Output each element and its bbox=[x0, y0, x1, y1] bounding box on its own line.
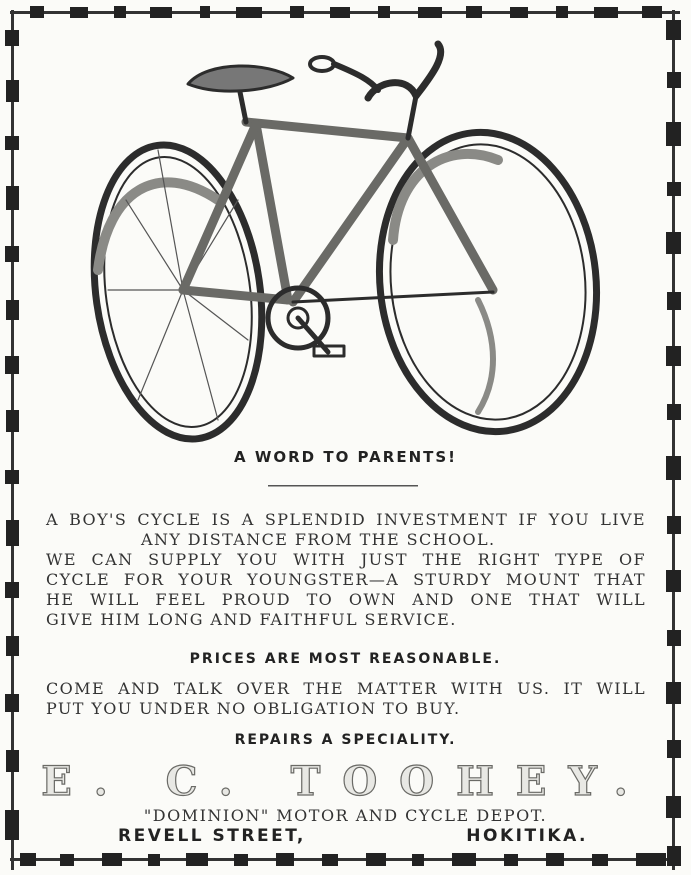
body-line: GIVE HIM LONG AND FAITHFUL SERVICE. bbox=[46, 610, 457, 629]
repairs-subheading: REPAIRS A SPECIALITY. bbox=[234, 732, 457, 748]
body-line: WE CAN SUPPLY YOU WITH JUST THE RIGHT TYPE OF bbox=[46, 550, 646, 569]
town-name: HOKITIKA. bbox=[466, 826, 588, 846]
street-name: REVELL STREET, bbox=[118, 826, 306, 846]
headline: A WORD TO PARENTS! bbox=[233, 448, 457, 466]
bicycle-illustration bbox=[78, 40, 618, 445]
bottom-border bbox=[10, 850, 680, 870]
address-line bbox=[118, 826, 588, 846]
body-paragraph-1 bbox=[46, 510, 646, 630]
body-line: HE WILL FEEL PROUD TO OWN AND ONE THAT WILL bbox=[46, 590, 646, 609]
body-line: ANY DISTANCE FROM THE SCHOOL. bbox=[141, 530, 496, 549]
body-line: A BOY'S CYCLE IS A SPLENDID INVESTMENT IF YOU LIVE bbox=[46, 510, 646, 529]
body-paragraph-2 bbox=[46, 679, 646, 719]
firm-name: E. C. TOOHEY. bbox=[41, 758, 650, 805]
prices-subheading: PRICES ARE MOST REASONABLE. bbox=[189, 651, 502, 667]
depot-name: "DOMINION" MOTOR AND CYCLE DEPOT. bbox=[143, 806, 548, 825]
body-line: COME AND TALK OVER THE MATTER WITH US. IT WILL bbox=[46, 679, 646, 698]
top-border bbox=[10, 4, 680, 22]
body-line: CYCLE FOR YOUR YOUNGSTER—A STURDY MOUNT THAT bbox=[46, 570, 646, 589]
body-line: PUT YOU UNDER NO OBLIGATION TO BUY. bbox=[46, 699, 461, 718]
divider-rule bbox=[268, 484, 418, 487]
